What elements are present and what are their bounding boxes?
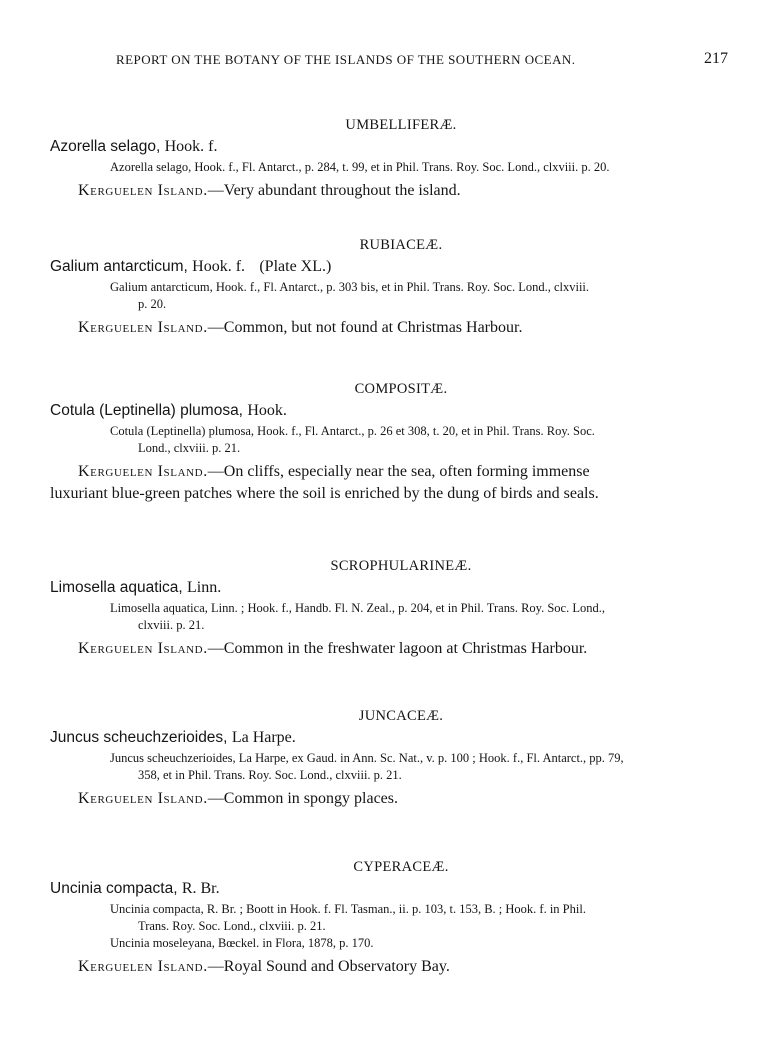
reference-line: Cotula (Leptinella) plumosa, Hook. f., Fl. Antarct., p. 26 et 308, t. 20, et in Phil. Trans. Roy. Soc. bbox=[110, 424, 595, 438]
locality-name: Kerguelen Island. bbox=[78, 790, 208, 807]
bibliographic-reference bbox=[50, 279, 730, 313]
locality-note bbox=[50, 461, 730, 505]
reference-line: Galium antarcticum, Hook. f., Fl. Antarct., p. 303 bis, et in Phil. Trans. Roy. Soc. Lond., clxviii. bbox=[110, 280, 590, 294]
section-cyperaceae bbox=[50, 858, 730, 978]
bibliographic-reference bbox=[50, 159, 730, 176]
locality-name: Kerguelen Island. bbox=[78, 319, 208, 336]
locality-text: —Very abundant throughout the island. bbox=[207, 182, 461, 199]
locality-text-continued: luxuriant blue-green patches where the soil is enriched by the dung of birds and seals. bbox=[50, 485, 599, 502]
species-binomial: Galium antarcticum, bbox=[50, 258, 188, 275]
species-binomial: Azorella selago, bbox=[50, 138, 161, 155]
running-title: REPORT ON THE BOTANY OF THE ISLANDS OF THE SOUTHERN OCEAN. bbox=[116, 52, 576, 67]
section-umbelliferae bbox=[50, 116, 730, 202]
locality-note bbox=[50, 180, 730, 202]
locality-text: —On cliffs, especially near the sea, often forming immense bbox=[207, 463, 590, 480]
plate-reference: (Plate XL.) bbox=[259, 258, 332, 275]
species-authority: Linn. bbox=[187, 579, 222, 596]
species-authority: Hook. f. bbox=[164, 138, 218, 155]
bibliographic-reference bbox=[50, 600, 730, 634]
section-compositae bbox=[50, 380, 730, 505]
page-number: 217 bbox=[704, 50, 728, 67]
locality-note bbox=[50, 638, 730, 660]
family-heading: RUBIACEÆ. bbox=[359, 237, 443, 253]
locality-name: Kerguelen Island. bbox=[78, 182, 208, 199]
locality-text: —Common in the freshwater lagoon at Christmas Harbour. bbox=[207, 640, 588, 657]
reference-line: Azorella selago, Hook. f., Fl. Antarct., p. 284, t. 99, et in Phil. Trans. Roy. Soc. Lond., clxviii. p. 20. bbox=[110, 160, 610, 174]
section-rubiaceae bbox=[50, 236, 730, 339]
species-name bbox=[50, 578, 730, 598]
section-scrophularineae bbox=[50, 557, 730, 660]
species-name bbox=[50, 401, 730, 421]
family-heading: JUNCACEÆ. bbox=[358, 708, 444, 724]
reference-line: Lond., clxviii. p. 21. bbox=[138, 441, 241, 455]
species-name bbox=[50, 257, 730, 277]
reference-line: Limosella aquatica, Linn. ; Hook. f., Handb. Fl. N. Zeal., p. 204, et in Phil. Trans. Roy. Soc. Lond., bbox=[110, 601, 605, 615]
species-binomial: Uncinia compacta, bbox=[50, 880, 178, 897]
locality-text: —Common in spongy places. bbox=[207, 790, 399, 807]
family-heading: UMBELLIFERÆ. bbox=[345, 117, 457, 133]
locality-name: Kerguelen Island. bbox=[78, 958, 208, 975]
species-name bbox=[50, 879, 730, 899]
family-heading: CYPERACEÆ. bbox=[353, 859, 449, 875]
section-juncaceae bbox=[50, 707, 730, 810]
reference-line: Trans. Roy. Soc. Lond., clxviii. p. 21. bbox=[138, 919, 326, 933]
species-binomial: Cotula (Leptinella) plumosa, bbox=[50, 402, 243, 419]
reference-line: clxviii. p. 21. bbox=[138, 618, 205, 632]
family-heading: COMPOSITÆ. bbox=[354, 381, 448, 397]
locality-text: —Royal Sound and Observatory Bay. bbox=[207, 958, 450, 975]
species-binomial: Limosella aquatica, bbox=[50, 579, 183, 596]
bibliographic-reference bbox=[50, 901, 730, 952]
reference-line: Uncinia compacta, R. Br. ; Boott in Hook. f. Fl. Tasman., ii. p. 103, t. 153, B. ; Hook. f. in Phil. bbox=[110, 902, 586, 916]
bibliographic-reference bbox=[50, 750, 730, 784]
species-authority: Hook. f. bbox=[192, 258, 246, 275]
locality-name: Kerguelen Island. bbox=[78, 640, 208, 657]
locality-note bbox=[50, 788, 730, 810]
reference-line: Juncus scheuchzerioides, La Harpe, ex Gaud. in Ann. Sc. Nat., v. p. 100 ; Hook. f., Fl. Antarct., pp. 79, bbox=[110, 751, 624, 765]
species-name bbox=[50, 137, 730, 157]
species-authority: Hook. bbox=[247, 402, 287, 419]
locality-name: Kerguelen Island. bbox=[78, 463, 208, 480]
running-header bbox=[116, 50, 728, 72]
species-name bbox=[50, 728, 730, 748]
reference-line: 358, et in Phil. Trans. Roy. Soc. Lond., clxviii. p. 21. bbox=[138, 768, 402, 782]
locality-text: —Common, but not found at Christmas Harbour. bbox=[207, 319, 523, 336]
reference-line: p. 20. bbox=[138, 297, 167, 311]
species-authority: R. Br. bbox=[181, 880, 220, 897]
locality-note bbox=[50, 317, 730, 339]
locality-note bbox=[50, 956, 730, 978]
reference-line: Uncinia moseleyana, Bœckel. in Flora, 1878, p. 170. bbox=[110, 936, 374, 950]
family-heading: SCROPHULARINEÆ. bbox=[330, 558, 472, 574]
species-authority: La Harpe. bbox=[231, 729, 296, 746]
species-binomial: Juncus scheuchzerioides, bbox=[50, 729, 228, 746]
bibliographic-reference bbox=[50, 423, 730, 457]
